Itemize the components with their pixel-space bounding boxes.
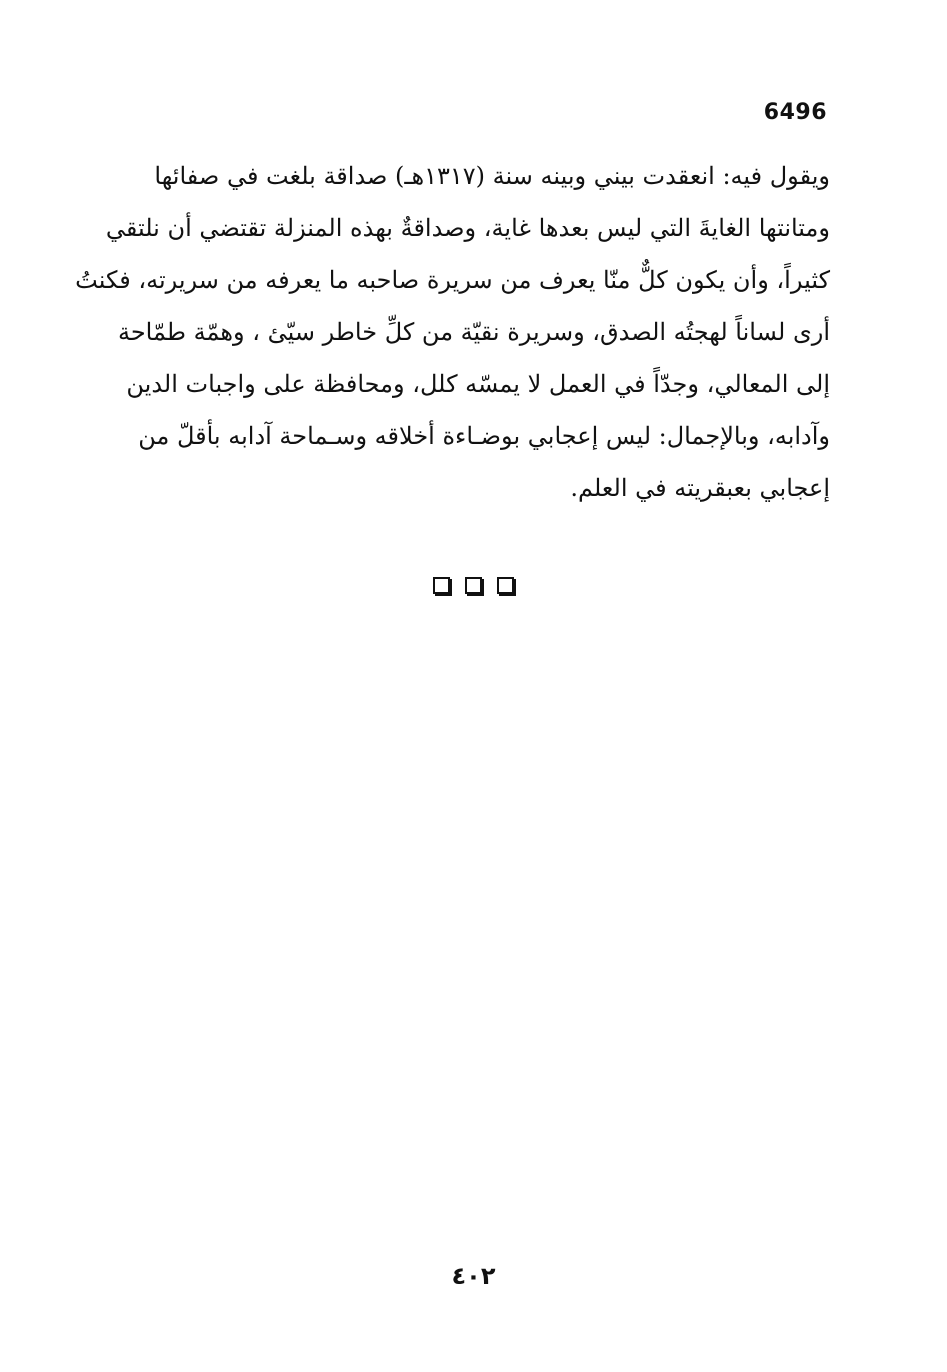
text-line: ويقول فيه: انعقدت بيني وبينه سنة (١٣١٧هـ) صداقة بلغت في صفائها <box>154 162 830 190</box>
separator-square-icon <box>465 577 482 594</box>
text-line: إعجابي بعبقريته في العلم. <box>570 474 830 502</box>
section-separator <box>0 577 947 594</box>
text-line: إلى المعالي، وجدّاً في العمل لا يمسّه كلل، ومحافظة على واجبات الدين <box>126 370 830 398</box>
text-line: أرى لساناً لهجتُه الصدق، وسريرة نقيّة من كلِّ خاطر سيّئ ، وهمّة طمّاحة <box>117 318 830 346</box>
page-id: 6496 <box>763 100 827 125</box>
text-line: ومتانتها الغايةَ التي ليس بعدها غاية، وصداقةٌ بهذه المنزلة تقتضي أن نلتقي <box>105 214 830 242</box>
body-text <box>75 150 830 514</box>
text-line: كثيراً، وأن يكون كلٌّ منّا يعرف من سريرة صاحبه ما يعرفه من سريرته، فكنتُ <box>75 266 830 294</box>
separator-square-icon <box>433 577 450 594</box>
page-number: ٤٠٢ <box>451 1262 496 1290</box>
separator-square-icon <box>497 577 514 594</box>
text-line: وآدابه، وبالإجمال: ليس إعجابي بوضـاءة أخلاقه وسـماحة آدابه بأقلّ من <box>138 422 830 450</box>
